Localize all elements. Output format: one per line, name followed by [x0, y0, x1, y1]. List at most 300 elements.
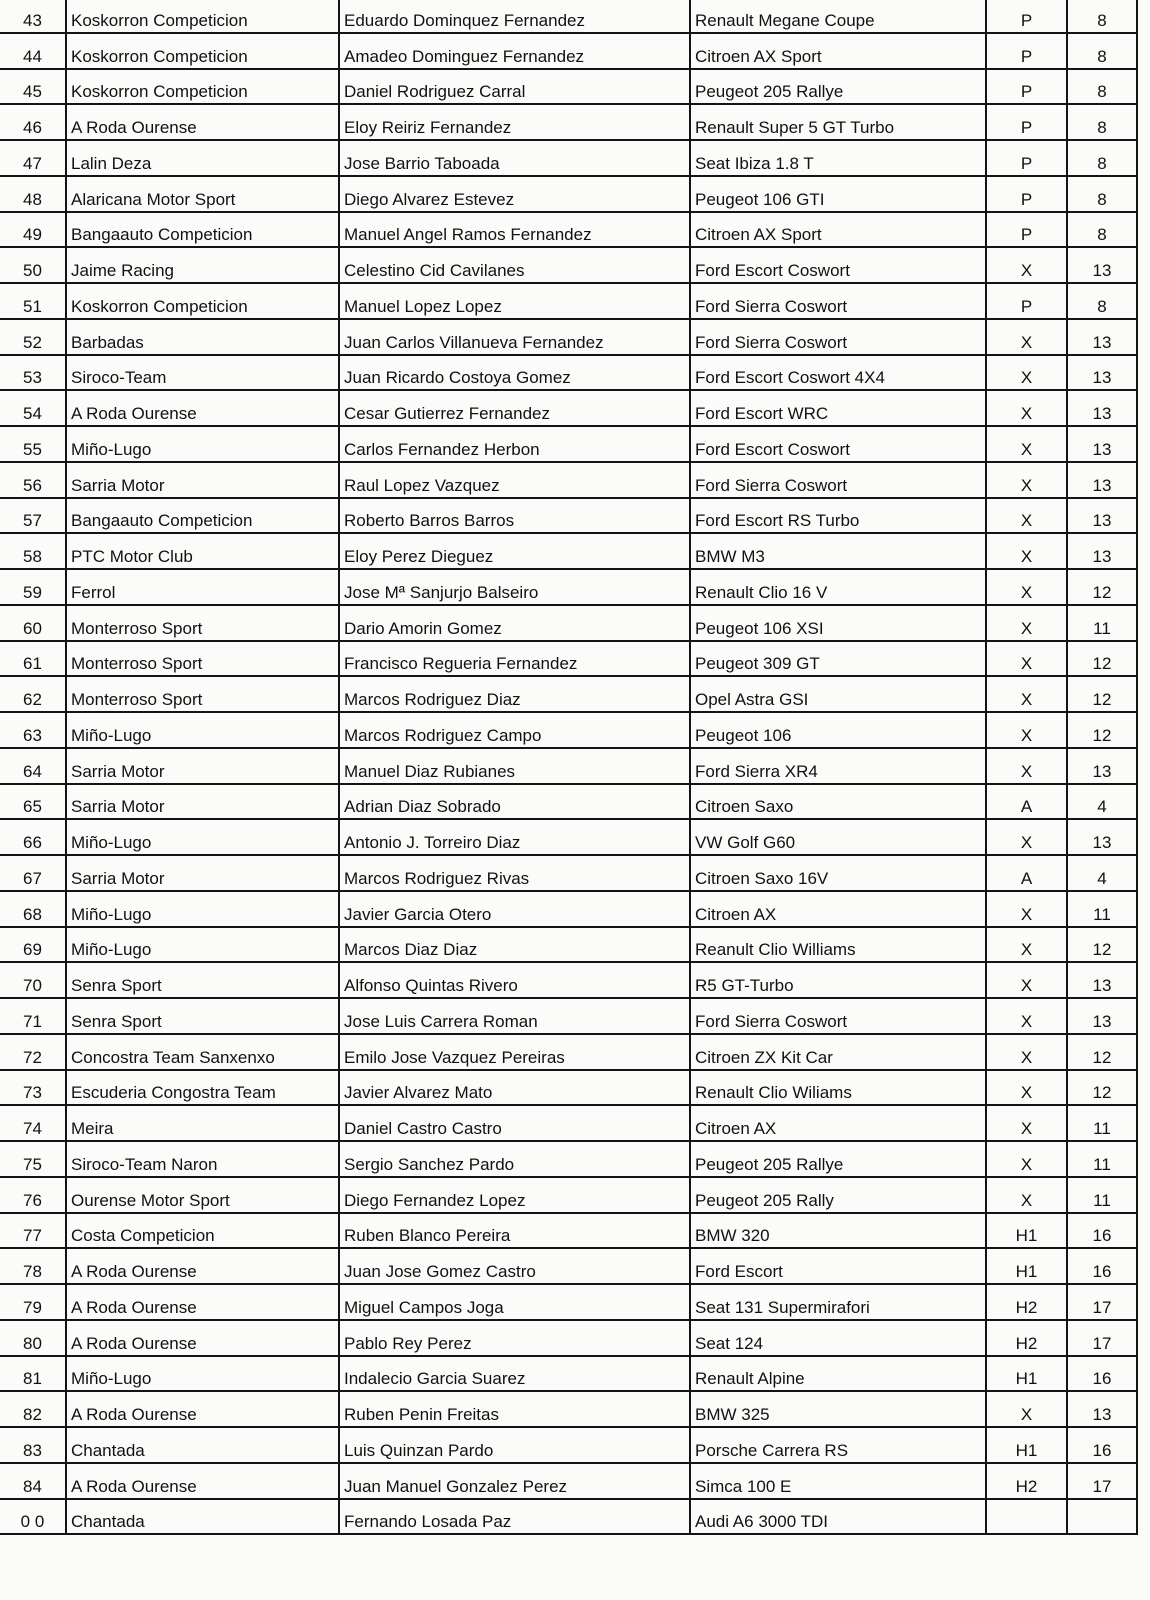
- group-cell: X: [986, 1034, 1067, 1070]
- car-cell: BMW M3: [690, 533, 986, 569]
- driver-cell: Celestino Cid Cavilanes: [339, 247, 690, 283]
- table-row: [0, 462, 1137, 498]
- car-cell: Simca 100 E: [690, 1463, 986, 1499]
- table-row: [0, 819, 1137, 855]
- class-cell: 12: [1067, 1070, 1137, 1106]
- entry-number-cell: 69: [0, 927, 66, 963]
- group-cell: X: [986, 533, 1067, 569]
- class-cell: 8: [1067, 176, 1137, 212]
- club-cell: Siroco-Team: [66, 355, 339, 391]
- table-row: [0, 283, 1137, 319]
- driver-cell: Miguel Campos Joga: [339, 1284, 690, 1320]
- entry-number-cell: 48: [0, 176, 66, 212]
- driver-cell: Francisco Regueria Fernandez: [339, 641, 690, 677]
- club-cell: Jaime Racing: [66, 247, 339, 283]
- class-cell: 12: [1067, 712, 1137, 748]
- class-cell: 12: [1067, 641, 1137, 677]
- class-cell: 12: [1067, 927, 1137, 963]
- car-cell: Reanult Clio Williams: [690, 927, 986, 963]
- club-cell: A Roda Ourense: [66, 1284, 339, 1320]
- table-row: [0, 140, 1137, 176]
- group-cell: H1: [986, 1213, 1067, 1249]
- club-cell: Escuderia Congostra Team: [66, 1070, 339, 1106]
- table-row: [0, 1213, 1137, 1249]
- club-cell: A Roda Ourense: [66, 1320, 339, 1356]
- entry-number-cell: 70: [0, 962, 66, 998]
- class-cell: 8: [1067, 69, 1137, 105]
- club-cell: Bangaauto Competicion: [66, 498, 339, 534]
- club-cell: Ourense Motor Sport: [66, 1177, 339, 1213]
- car-cell: Citroen AX: [690, 1105, 986, 1141]
- entry-number-cell: 52: [0, 319, 66, 355]
- entry-number-cell: 66: [0, 819, 66, 855]
- group-cell: X: [986, 1141, 1067, 1177]
- class-cell: 16: [1067, 1248, 1137, 1284]
- driver-cell: Antonio J. Torreiro Diaz: [339, 819, 690, 855]
- table-row: [0, 748, 1137, 784]
- car-cell: Seat 131 Supermirafori: [690, 1284, 986, 1320]
- entry-number-cell: 83: [0, 1427, 66, 1463]
- class-cell: 13: [1067, 498, 1137, 534]
- club-cell: Barbadas: [66, 319, 339, 355]
- class-cell: 8: [1067, 104, 1137, 140]
- table-row: [0, 1427, 1137, 1463]
- table-row: [0, 1284, 1137, 1320]
- table-row: [0, 962, 1137, 998]
- club-cell: Miño-Lugo: [66, 712, 339, 748]
- table-row: [0, 569, 1137, 605]
- car-cell: Ford Escort: [690, 1248, 986, 1284]
- group-cell: P: [986, 69, 1067, 105]
- group-cell: X: [986, 1391, 1067, 1427]
- entry-number-cell: 50: [0, 247, 66, 283]
- club-cell: Chantada: [66, 1499, 339, 1535]
- driver-cell: Eloy Reiriz Fernandez: [339, 104, 690, 140]
- entry-number-cell: 72: [0, 1034, 66, 1070]
- entry-number-cell: 65: [0, 784, 66, 820]
- entry-number-cell: 60: [0, 605, 66, 641]
- car-cell: Renault Alpine: [690, 1356, 986, 1392]
- table-row: [0, 1177, 1137, 1213]
- car-cell: Ford Escort Coswort 4X4: [690, 355, 986, 391]
- class-cell: 13: [1067, 319, 1137, 355]
- table-row: [0, 927, 1137, 963]
- group-cell: X: [986, 1177, 1067, 1213]
- class-cell: 13: [1067, 1391, 1137, 1427]
- driver-cell: Fernando Losada Paz: [339, 1499, 690, 1535]
- driver-cell: Diego Alvarez Estevez: [339, 176, 690, 212]
- group-cell: P: [986, 212, 1067, 248]
- driver-cell: Marcos Rodriguez Diaz: [339, 676, 690, 712]
- car-cell: Peugeot 205 Rallye: [690, 1141, 986, 1177]
- club-cell: Concostra Team Sanxenxo: [66, 1034, 339, 1070]
- entry-number-cell: 49: [0, 212, 66, 248]
- driver-cell: Jose Luis Carrera Roman: [339, 998, 690, 1034]
- driver-cell: Dario Amorin Gomez: [339, 605, 690, 641]
- entry-number-cell: 68: [0, 891, 66, 927]
- table-row: [0, 1391, 1137, 1427]
- car-cell: BMW 325: [690, 1391, 986, 1427]
- driver-cell: Ruben Penin Freitas: [339, 1391, 690, 1427]
- group-cell: X: [986, 390, 1067, 426]
- table-row: [0, 426, 1137, 462]
- entry-number-cell: 82: [0, 1391, 66, 1427]
- group-cell: X: [986, 319, 1067, 355]
- club-cell: Meira: [66, 1105, 339, 1141]
- table-row: [0, 1499, 1137, 1535]
- car-cell: Seat 124: [690, 1320, 986, 1356]
- group-cell: H1: [986, 1248, 1067, 1284]
- club-cell: Koskorron Competicion: [66, 283, 339, 319]
- car-cell: Ford Escort WRC: [690, 390, 986, 426]
- table-row: [0, 1141, 1137, 1177]
- car-cell: Renault Super 5 GT Turbo: [690, 104, 986, 140]
- class-cell: 13: [1067, 247, 1137, 283]
- car-cell: Ford Escort Coswort: [690, 247, 986, 283]
- driver-cell: Manuel Diaz Rubianes: [339, 748, 690, 784]
- table-row: [0, 212, 1137, 248]
- car-cell: Renault Megane Coupe: [690, 0, 986, 33]
- car-cell: R5 GT-Turbo: [690, 962, 986, 998]
- class-cell: 12: [1067, 676, 1137, 712]
- entry-number-cell: 62: [0, 676, 66, 712]
- driver-cell: Marcos Rodriguez Rivas: [339, 855, 690, 891]
- driver-cell: Carlos Fernandez Herbon: [339, 426, 690, 462]
- driver-cell: Indalecio Garcia Suarez: [339, 1356, 690, 1392]
- entry-number-cell: 63: [0, 712, 66, 748]
- group-cell: P: [986, 104, 1067, 140]
- entry-number-cell: 71: [0, 998, 66, 1034]
- class-cell: 16: [1067, 1356, 1137, 1392]
- driver-cell: Manuel Lopez Lopez: [339, 283, 690, 319]
- table-row: [0, 1070, 1137, 1106]
- group-cell: X: [986, 641, 1067, 677]
- car-cell: Peugeot 309 GT: [690, 641, 986, 677]
- driver-cell: Luis Quinzan Pardo: [339, 1427, 690, 1463]
- group-cell: [986, 1499, 1067, 1535]
- group-cell: H2: [986, 1463, 1067, 1499]
- club-cell: PTC Motor Club: [66, 533, 339, 569]
- class-cell: 8: [1067, 212, 1137, 248]
- class-cell: 12: [1067, 1034, 1137, 1070]
- group-cell: X: [986, 1105, 1067, 1141]
- driver-cell: Daniel Rodriguez Carral: [339, 69, 690, 105]
- driver-cell: Juan Carlos Villanueva Fernandez: [339, 319, 690, 355]
- class-cell: 17: [1067, 1284, 1137, 1320]
- class-cell: 11: [1067, 1141, 1137, 1177]
- class-cell: 17: [1067, 1463, 1137, 1499]
- driver-cell: Cesar Gutierrez Fernandez: [339, 390, 690, 426]
- driver-cell: Ruben Blanco Pereira: [339, 1213, 690, 1249]
- table-row: [0, 605, 1137, 641]
- class-cell: 13: [1067, 748, 1137, 784]
- group-cell: X: [986, 605, 1067, 641]
- group-cell: X: [986, 426, 1067, 462]
- club-cell: A Roda Ourense: [66, 1248, 339, 1284]
- entry-number-cell: 51: [0, 283, 66, 319]
- entry-number-cell: 61: [0, 641, 66, 677]
- entry-number-cell: 46: [0, 104, 66, 140]
- car-cell: Ford Escort RS Turbo: [690, 498, 986, 534]
- club-cell: Koskorron Competicion: [66, 69, 339, 105]
- group-cell: X: [986, 962, 1067, 998]
- club-cell: Siroco-Team Naron: [66, 1141, 339, 1177]
- class-cell: 8: [1067, 140, 1137, 176]
- table-row: [0, 891, 1137, 927]
- entry-number-cell: 53: [0, 355, 66, 391]
- group-cell: H1: [986, 1356, 1067, 1392]
- table-row: [0, 784, 1137, 820]
- group-cell: P: [986, 140, 1067, 176]
- class-cell: 13: [1067, 819, 1137, 855]
- club-cell: A Roda Ourense: [66, 390, 339, 426]
- entry-number-cell: 43: [0, 0, 66, 33]
- class-cell: 4: [1067, 784, 1137, 820]
- group-cell: P: [986, 0, 1067, 33]
- car-cell: Ford Sierra Coswort: [690, 462, 986, 498]
- club-cell: Costa Competicion: [66, 1213, 339, 1249]
- table-row: [0, 641, 1137, 677]
- car-cell: Opel Astra GSI: [690, 676, 986, 712]
- group-cell: A: [986, 855, 1067, 891]
- class-cell: 16: [1067, 1213, 1137, 1249]
- driver-cell: Jose Barrio Taboada: [339, 140, 690, 176]
- class-cell: 8: [1067, 33, 1137, 69]
- entry-number-cell: 81: [0, 1356, 66, 1392]
- group-cell: P: [986, 176, 1067, 212]
- table-row: [0, 1248, 1137, 1284]
- driver-cell: Juan Ricardo Costoya Gomez: [339, 355, 690, 391]
- car-cell: BMW 320: [690, 1213, 986, 1249]
- driver-cell: Juan Manuel Gonzalez Perez: [339, 1463, 690, 1499]
- group-cell: X: [986, 355, 1067, 391]
- table-row: [0, 998, 1137, 1034]
- table-row: [0, 533, 1137, 569]
- club-cell: Monterroso Sport: [66, 605, 339, 641]
- table-row: [0, 855, 1137, 891]
- entry-number-cell: 75: [0, 1141, 66, 1177]
- table-row: [0, 355, 1137, 391]
- driver-cell: Diego Fernandez Lopez: [339, 1177, 690, 1213]
- group-cell: P: [986, 283, 1067, 319]
- entry-number-cell: 77: [0, 1213, 66, 1249]
- group-cell: X: [986, 748, 1067, 784]
- entry-number-cell: 45: [0, 69, 66, 105]
- entry-number-cell: 56: [0, 462, 66, 498]
- club-cell: Senra Sport: [66, 962, 339, 998]
- driver-cell: Adrian Diaz Sobrado: [339, 784, 690, 820]
- group-cell: A: [986, 784, 1067, 820]
- driver-cell: Javier Garcia Otero: [339, 891, 690, 927]
- group-cell: H2: [986, 1320, 1067, 1356]
- table-row: [0, 0, 1137, 33]
- club-cell: Senra Sport: [66, 998, 339, 1034]
- table-row: [0, 33, 1137, 69]
- driver-cell: Sergio Sanchez Pardo: [339, 1141, 690, 1177]
- class-cell: 12: [1067, 569, 1137, 605]
- class-cell: 16: [1067, 1427, 1137, 1463]
- table-row: [0, 1320, 1137, 1356]
- group-cell: P: [986, 33, 1067, 69]
- entry-number-cell: 84: [0, 1463, 66, 1499]
- class-cell: 11: [1067, 891, 1137, 927]
- car-cell: Citroen AX Sport: [690, 212, 986, 248]
- table-row: [0, 390, 1137, 426]
- car-cell: Ford Sierra Coswort: [690, 319, 986, 355]
- group-cell: X: [986, 712, 1067, 748]
- class-cell: 11: [1067, 605, 1137, 641]
- class-cell: 11: [1067, 1177, 1137, 1213]
- car-cell: Renault Clio 16 V: [690, 569, 986, 605]
- car-cell: Citroen Saxo 16V: [690, 855, 986, 891]
- car-cell: Audi A6 3000 TDI: [690, 1499, 986, 1535]
- table-row: [0, 69, 1137, 105]
- club-cell: Miño-Lugo: [66, 426, 339, 462]
- club-cell: Sarria Motor: [66, 784, 339, 820]
- club-cell: Koskorron Competicion: [66, 33, 339, 69]
- group-cell: X: [986, 998, 1067, 1034]
- table-row: [0, 176, 1137, 212]
- class-cell: 17: [1067, 1320, 1137, 1356]
- table-row: [0, 1034, 1137, 1070]
- driver-cell: Jose Mª Sanjurjo Balseiro: [339, 569, 690, 605]
- driver-cell: Pablo Rey Perez: [339, 1320, 690, 1356]
- entry-number-cell: 78: [0, 1248, 66, 1284]
- club-cell: Koskorron Competicion: [66, 0, 339, 33]
- club-cell: Miño-Lugo: [66, 927, 339, 963]
- entry-number-cell: 74: [0, 1105, 66, 1141]
- driver-cell: Emilo Jose Vazquez Pereiras: [339, 1034, 690, 1070]
- car-cell: VW Golf G60: [690, 819, 986, 855]
- table-row: [0, 498, 1137, 534]
- group-cell: H2: [986, 1284, 1067, 1320]
- car-cell: Ford Sierra Coswort: [690, 283, 986, 319]
- club-cell: A Roda Ourense: [66, 1391, 339, 1427]
- car-cell: Citroen Saxo: [690, 784, 986, 820]
- car-cell: Citroen AX: [690, 891, 986, 927]
- driver-cell: Marcos Rodriguez Campo: [339, 712, 690, 748]
- table-row: [0, 1105, 1137, 1141]
- entry-number-cell: 73: [0, 1070, 66, 1106]
- club-cell: A Roda Ourense: [66, 104, 339, 140]
- driver-cell: Eduardo Dominquez Fernandez: [339, 0, 690, 33]
- club-cell: Miño-Lugo: [66, 1356, 339, 1392]
- car-cell: Ford Sierra Coswort: [690, 998, 986, 1034]
- car-cell: Peugeot 106: [690, 712, 986, 748]
- group-cell: X: [986, 498, 1067, 534]
- group-cell: X: [986, 462, 1067, 498]
- driver-cell: Alfonso Quintas Rivero: [339, 962, 690, 998]
- group-cell: X: [986, 676, 1067, 712]
- club-cell: Sarria Motor: [66, 855, 339, 891]
- driver-cell: Roberto Barros Barros: [339, 498, 690, 534]
- entry-number-cell: 47: [0, 140, 66, 176]
- class-cell: 4: [1067, 855, 1137, 891]
- club-cell: Sarria Motor: [66, 462, 339, 498]
- club-cell: Ferrol: [66, 569, 339, 605]
- class-cell: 8: [1067, 0, 1137, 33]
- class-cell: 13: [1067, 426, 1137, 462]
- driver-cell: Marcos Diaz Diaz: [339, 927, 690, 963]
- table-row: [0, 319, 1137, 355]
- entry-number-cell: 80: [0, 1320, 66, 1356]
- driver-cell: Manuel Angel Ramos Fernandez: [339, 212, 690, 248]
- class-cell: 13: [1067, 533, 1137, 569]
- car-cell: Porsche Carrera RS: [690, 1427, 986, 1463]
- class-cell: 8: [1067, 283, 1137, 319]
- entry-number-cell: 0 0: [0, 1499, 66, 1535]
- class-cell: 13: [1067, 462, 1137, 498]
- entry-number-cell: 76: [0, 1177, 66, 1213]
- entry-number-cell: 59: [0, 569, 66, 605]
- driver-cell: Daniel Castro Castro: [339, 1105, 690, 1141]
- club-cell: A Roda Ourense: [66, 1463, 339, 1499]
- table-row: [0, 104, 1137, 140]
- club-cell: Miño-Lugo: [66, 891, 339, 927]
- class-cell: 11: [1067, 1105, 1137, 1141]
- car-cell: Citroen ZX Kit Car: [690, 1034, 986, 1070]
- club-cell: Sarria Motor: [66, 748, 339, 784]
- car-cell: Peugeot 106 GTI: [690, 176, 986, 212]
- group-cell: X: [986, 569, 1067, 605]
- car-cell: Citroen AX Sport: [690, 33, 986, 69]
- club-cell: Bangaauto Competicion: [66, 212, 339, 248]
- entry-number-cell: 55: [0, 426, 66, 462]
- class-cell: [1067, 1499, 1137, 1535]
- table-row: [0, 712, 1137, 748]
- class-cell: 13: [1067, 998, 1137, 1034]
- entry-number-cell: 54: [0, 390, 66, 426]
- car-cell: Ford Escort Coswort: [690, 426, 986, 462]
- club-cell: Alaricana Motor Sport: [66, 176, 339, 212]
- driver-cell: Amadeo Dominguez Fernandez: [339, 33, 690, 69]
- club-cell: Lalin Deza: [66, 140, 339, 176]
- table-row: [0, 247, 1137, 283]
- car-cell: Ford Sierra XR4: [690, 748, 986, 784]
- entry-number-cell: 44: [0, 33, 66, 69]
- driver-cell: Raul Lopez Vazquez: [339, 462, 690, 498]
- class-cell: 13: [1067, 390, 1137, 426]
- group-cell: X: [986, 247, 1067, 283]
- class-cell: 13: [1067, 355, 1137, 391]
- club-cell: Chantada: [66, 1427, 339, 1463]
- entry-number-cell: 64: [0, 748, 66, 784]
- group-cell: X: [986, 927, 1067, 963]
- driver-cell: Juan Jose Gomez Castro: [339, 1248, 690, 1284]
- car-cell: Peugeot 205 Rally: [690, 1177, 986, 1213]
- club-cell: Miño-Lugo: [66, 819, 339, 855]
- car-cell: Peugeot 205 Rallye: [690, 69, 986, 105]
- entry-number-cell: 57: [0, 498, 66, 534]
- car-cell: Seat Ibiza 1.8 T: [690, 140, 986, 176]
- group-cell: H1: [986, 1427, 1067, 1463]
- group-cell: X: [986, 891, 1067, 927]
- entry-number-cell: 67: [0, 855, 66, 891]
- car-cell: Peugeot 106 XSI: [690, 605, 986, 641]
- table-row: [0, 1463, 1137, 1499]
- class-cell: 13: [1067, 962, 1137, 998]
- table-row: [0, 676, 1137, 712]
- table-row: [0, 1356, 1137, 1392]
- group-cell: X: [986, 1070, 1067, 1106]
- driver-cell: Javier Alvarez Mato: [339, 1070, 690, 1106]
- club-cell: Monterroso Sport: [66, 676, 339, 712]
- club-cell: Monterroso Sport: [66, 641, 339, 677]
- group-cell: X: [986, 819, 1067, 855]
- entry-number-cell: 79: [0, 1284, 66, 1320]
- driver-cell: Eloy Perez Dieguez: [339, 533, 690, 569]
- car-cell: Renault Clio Wiliams: [690, 1070, 986, 1106]
